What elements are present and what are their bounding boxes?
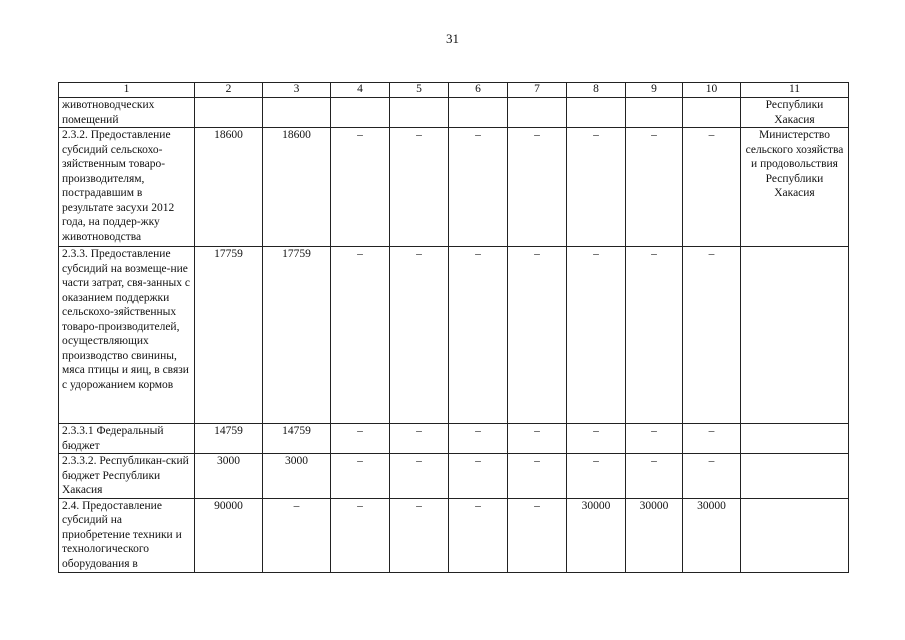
value-cell: – [263, 498, 331, 572]
page-number: 31 [446, 31, 459, 46]
column-header: 6 [449, 83, 508, 98]
measure-name-cell: 2.3.3.1 Федеральный бюджет [59, 424, 195, 454]
value-cell: – [567, 128, 626, 247]
value-cell: – [331, 498, 390, 572]
value-cell: – [508, 247, 567, 424]
value-cell: – [567, 454, 626, 499]
value-cell: – [683, 247, 741, 424]
column-header: 5 [390, 83, 449, 98]
value-cell: 30000 [567, 498, 626, 572]
value-cell: – [449, 498, 508, 572]
value-cell: 90000 [195, 498, 263, 572]
table-row [59, 128, 849, 247]
measure-name-cell: 2.3.3.2. Республикан-ский бюджет Республики Хакасия [59, 454, 195, 499]
column-header: 7 [508, 83, 567, 98]
measure-name-cell: животноводческих помещений [59, 98, 195, 128]
measure-name-cell: 2.3.2. Предоставление субсидий сельскохо-зяйственным товаро-производителям, пострадавшим в результате засухи 2012 года, на поддер-жку животноводства [59, 128, 195, 247]
column-header: 11 [741, 83, 849, 98]
value-cell: – [626, 128, 683, 247]
responsible-executor-cell [741, 247, 849, 424]
value-cell: – [449, 454, 508, 499]
column-header: 4 [331, 83, 390, 98]
responsible-executor-cell: Республики Хакасия [741, 98, 849, 128]
value-cell: 17759 [263, 247, 331, 424]
value-cell: 14759 [195, 424, 263, 454]
measure-name-cell: 2.4. Предоставление субсидий на приобретение техники и технологического оборудования в [59, 498, 195, 572]
value-cell: 30000 [626, 498, 683, 572]
value-cell: 3000 [263, 454, 331, 499]
value-cell: – [331, 454, 390, 499]
value-cell: – [449, 247, 508, 424]
program-table [58, 82, 849, 573]
value-cell: 18600 [263, 128, 331, 247]
value-cell: 18600 [195, 128, 263, 247]
value-cell: – [390, 128, 449, 247]
value-cell: 14759 [263, 424, 331, 454]
value-cell: 30000 [683, 498, 741, 572]
value-cell [567, 98, 626, 128]
value-cell: – [508, 454, 567, 499]
column-header: 8 [567, 83, 626, 98]
value-cell: – [449, 128, 508, 247]
value-cell: – [508, 498, 567, 572]
column-header: 2 [195, 83, 263, 98]
value-cell: – [567, 247, 626, 424]
responsible-executor-cell [741, 498, 849, 572]
value-cell: – [390, 454, 449, 499]
value-cell: 3000 [195, 454, 263, 499]
value-cell [195, 98, 263, 128]
responsible-executor-cell: Министерство сельского хозяйства и продовольствия Республики Хакасия [741, 128, 849, 247]
value-cell: – [508, 424, 567, 454]
column-header: 9 [626, 83, 683, 98]
value-cell: – [626, 454, 683, 499]
value-cell: – [449, 424, 508, 454]
table-row [59, 98, 849, 128]
value-cell: – [390, 498, 449, 572]
value-cell: – [683, 454, 741, 499]
value-cell: – [331, 128, 390, 247]
value-cell: – [683, 128, 741, 247]
value-cell: – [567, 424, 626, 454]
column-header: 3 [263, 83, 331, 98]
measure-name-cell: 2.3.3. Предоставление субсидий на возмеще-ние части затрат, свя-занных с оказанием поддержки сельскохо-зяйственных товаро-производителей, осуществляющих производство свинины, мяса птицы и яиц, в связи с удорожанием кормов [59, 247, 195, 424]
value-cell: – [390, 247, 449, 424]
column-header: 1 [59, 83, 195, 98]
value-cell: – [508, 128, 567, 247]
value-cell: – [331, 247, 390, 424]
value-cell [390, 98, 449, 128]
column-header: 10 [683, 83, 741, 98]
value-cell [683, 98, 741, 128]
value-cell [263, 98, 331, 128]
table-row [59, 454, 849, 499]
value-cell [508, 98, 567, 128]
table-row [59, 498, 849, 572]
value-cell: – [331, 424, 390, 454]
value-cell [626, 98, 683, 128]
value-cell [331, 98, 390, 128]
value-cell: – [683, 424, 741, 454]
value-cell: – [390, 424, 449, 454]
table-row [59, 247, 849, 424]
value-cell: – [626, 424, 683, 454]
value-cell [449, 98, 508, 128]
table-header-row [59, 83, 849, 98]
responsible-executor-cell [741, 454, 849, 499]
table-row [59, 424, 849, 454]
value-cell: – [626, 247, 683, 424]
responsible-executor-cell [741, 424, 849, 454]
value-cell: 17759 [195, 247, 263, 424]
